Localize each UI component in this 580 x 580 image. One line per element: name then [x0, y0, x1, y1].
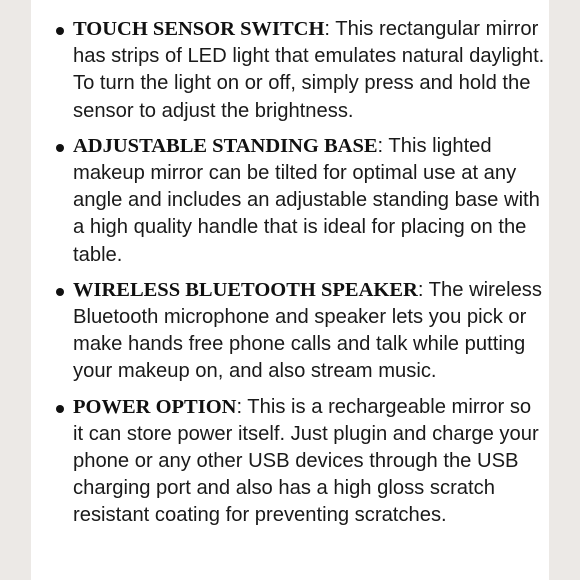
- bullet-icon: [56, 405, 64, 413]
- feature-description: : The wireless Bluetooth microphone and speaker lets you pick or make hands free phone calls and talk while putting your makeup on, and also stream music.: [73, 278, 542, 383]
- feature-heading: ADJUSTABLE STANDING BASE: [73, 134, 378, 157]
- feature-description: : This is a rechargeable mirror so it can store power itself. Just plugin and charge your phone or any other USB devices through the USB charging port and also has a high gloss scratch resistant coating for preventing scratches.: [73, 395, 539, 527]
- feature-power-option: [31, 394, 549, 530]
- bullet-icon: [56, 288, 64, 296]
- feature-heading: POWER OPTION: [73, 395, 237, 418]
- feature-heading: TOUCH SENSOR SWITCH: [73, 18, 325, 40]
- feature-list: [31, 16, 549, 538]
- feature-touch-sensor-switch: [31, 16, 549, 125]
- bullet-icon: [56, 27, 64, 35]
- feature-heading: WIRELESS BLUETOOTH SPEAKER: [73, 278, 418, 301]
- product-description-card: [31, 0, 549, 580]
- feature-adjustable-standing-base: [31, 133, 549, 269]
- feature-description: : This rectangular mirror has strips of LED light that emulates natural daylight. To turn the light on or off, simply press and hold the sensor to adjust the brightness.: [73, 18, 545, 122]
- feature-description: : This lighted makeup mirror can be tilted for optimal use at any angle and includes an adjustable standing base with a high quality handle that is ideal for placing on the table.: [73, 134, 540, 266]
- feature-wireless-bluetooth-speaker: [31, 277, 549, 386]
- bullet-icon: [56, 144, 64, 152]
